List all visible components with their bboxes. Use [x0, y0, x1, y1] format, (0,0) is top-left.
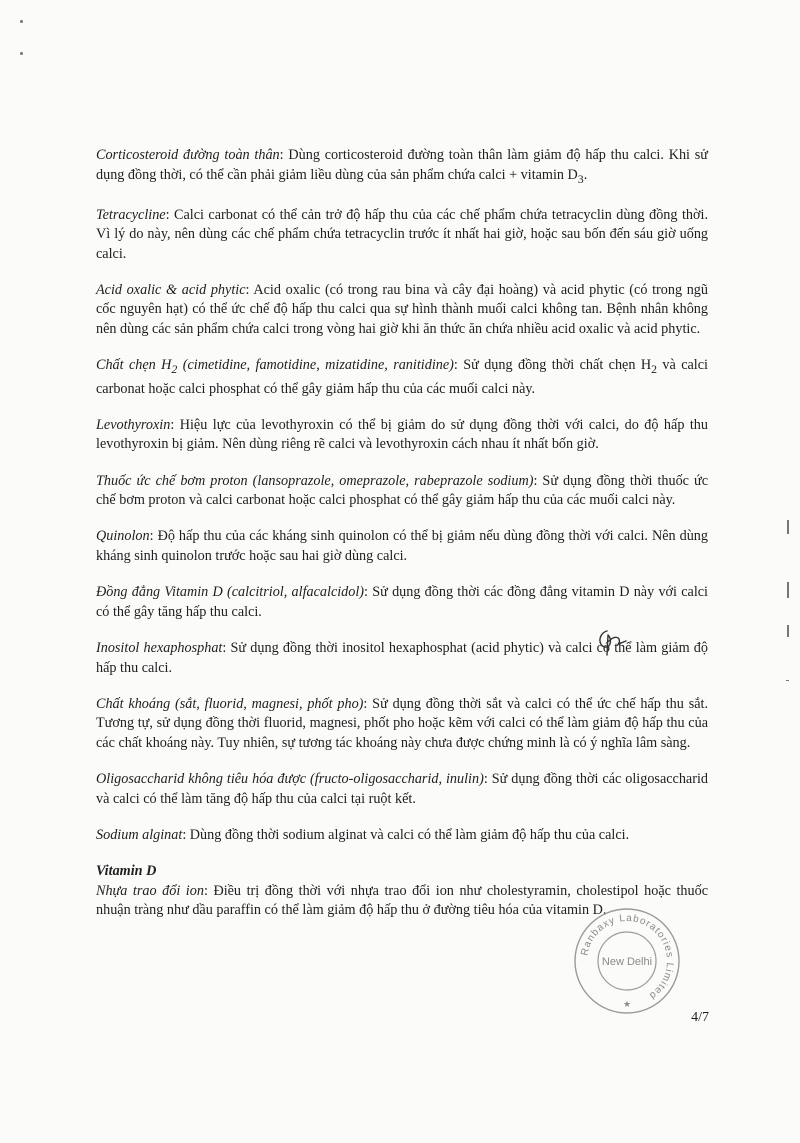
interaction-levothyroxin	[96, 416, 708, 455]
drug-name: Oligosaccharid không tiêu hóa được (fructo-oligosaccharid, inulin)	[96, 771, 484, 788]
drug-name	[96, 357, 454, 377]
stamp-center-text: New Delhi	[601, 956, 653, 968]
interaction-text: : Calci carbonat có thể cản trở độ hấp thu của các chế phẩm chứa tetracyclin dùng đồng thời. Vì lý do này, nên dùng các chế phẩm chứa tetracyclin trước ít nhất hai giờ, hoặc sau bốn đến sáu giờ uống calci.	[96, 206, 708, 262]
interaction-text-tail: .	[583, 166, 588, 183]
interaction-oligosaccharid	[96, 770, 708, 809]
margin-mark	[787, 625, 789, 637]
interaction-text: : Sử dụng đồng thời sắt và calci có thể ức chế hấp thu sắt. Tương tự, sử dụng đồng thời fluorid, magnesi, phốt pho hoặc kẽm với calci có thể làm giảm độ hấp thu của các chất khoáng này. Tuy nhiên, sự tương tác khoáng này chưa được chứng minh là có ý nghĩa lâm sàng.	[96, 695, 708, 751]
interaction-text: : Sử dụng đồng thời thuốc ức chế bơm proton và calci carbonat hoặc calci phosphat có thể gây giảm hấp thu của các muối calci này.	[96, 472, 708, 509]
interaction-text: và calci carbonat hoặc calci phosphat có thể gây giảm hấp thu của các muối calci này.	[96, 357, 708, 397]
margin-mark	[787, 520, 789, 534]
margin-mark	[787, 582, 789, 598]
interaction-text: : Hiệu lực của levothyroxin có thể bị giảm do sử dụng đồng thời với calci, do độ hấp thu levothyroxin bị giảm. Nên dùng riêng rẽ calci và levothyroxin cách nhau ít nhất bốn giờ.	[96, 416, 708, 453]
drug-name: Thuốc ức chế bơm proton (lansoprazole, omeprazole, rabeprazole sodium)	[96, 472, 534, 489]
stamp-star-icon: ★	[622, 999, 632, 1009]
subscript: 2	[171, 362, 178, 377]
drug-name-part: Chất chẹn H	[96, 357, 172, 374]
drug-name: Acid oxalic & acid phytic	[96, 281, 246, 298]
drug-name: Quinolon	[96, 528, 150, 545]
drug-name: Chất khoáng (sắt, fluorid, magnesi, phốt pho)	[96, 695, 364, 712]
interaction-text: : Sử dụng đồng thời chất chẹn H	[453, 357, 652, 374]
interaction-text: : Sử dụng đồng thời các đồng đẳng vitamin D này với calci có thể gây tăng hấp thu calci.	[96, 584, 708, 620]
scan-speck	[20, 52, 23, 55]
vitamin-d-heading: Vitamin D	[96, 863, 157, 880]
interaction-minerals	[96, 695, 708, 754]
interaction-h2-blocker	[96, 356, 708, 399]
drug-name: Levothyroxin	[96, 416, 171, 433]
drug-name: Nhựa trao đổi ion	[96, 882, 204, 899]
drug-name: Đồng đẳng Vitamin D (calcitriol, alfacalcidol)	[96, 584, 365, 601]
interaction-text: : Độ hấp thu của các kháng sinh quinolon có thể bị giảm nếu dùng đồng thời với calci. Nên dùng kháng sinh quinolon trước hoặc sau hai giờ dùng calci.	[96, 528, 708, 564]
margin-mark	[786, 680, 789, 681]
subscript: 2	[651, 362, 658, 377]
interaction-text: : Dùng corticosteroid đường toàn thân làm giảm độ hấp thu calci. Khi sử dụng đồng thời, có thể cần phải giảm liều dùng của sản phẩm chứa calci + vitamin D	[96, 147, 708, 183]
interaction-text: : Sử dụng đồng thời các oligosaccharid và calci có thể làm tăng độ hấp thu của calci tại ruột kết.	[96, 771, 708, 807]
drug-name: Sodium alginat	[96, 826, 183, 843]
interaction-ppi	[96, 472, 708, 511]
interaction-text: : Sử dụng đồng thời inositol hexaphosphat (acid phytic) và calci có thể làm giảm độ hấp thu calci.	[96, 640, 708, 676]
interactions-section	[96, 146, 708, 921]
interaction-text: : Acid oxalic (có trong rau bina và cây đại hoàng) và acid phytic (có trong ngũ cốc nguyên hạt) có thể ức chế độ hấp thu calci qua sự hình thành muối calci không tan. Bệnh nhân không nên dùng các sản phẩm chứa calci trong vòng hai giờ khi ăn thức ăn chứa nhiều acid oxalic và acid phytic.	[96, 281, 708, 337]
interaction-text: : Dùng đồng thời sodium alginat và calci có thể làm giảm độ hấp thu của calci.	[182, 826, 630, 843]
interaction-vitamin-d-analogues	[96, 583, 708, 622]
drug-name: Inositol hexaphosphat	[96, 640, 223, 657]
page-number: 4/7	[691, 1010, 709, 1025]
interaction-quinolon	[96, 527, 708, 566]
drug-name: Tetracycline	[96, 206, 166, 223]
interaction-tetracycline	[96, 206, 708, 265]
scan-speck	[20, 20, 23, 23]
interaction-oxalic-phytic	[96, 281, 708, 340]
interaction-text: : Điều trị đồng thời với nhựa trao đổi ion như cholestyramin, cholestipol hoặc thuốc nhuận tràng như dầu paraffin có thể làm giảm độ hấp thu ở đường tiêu hóa của vitamin D.	[96, 882, 708, 919]
interaction-corticosteroid	[96, 146, 708, 189]
company-stamp	[572, 906, 682, 1016]
stamp-ring-text: Ranbaxy Laboratories Limited	[579, 912, 676, 1002]
drug-name-part: (cimetidine, famotidine, mizatidine, ranitidine)	[177, 357, 454, 374]
drug-name: Corticosteroid đường toàn thân	[96, 147, 280, 163]
handwritten-initials	[593, 625, 629, 659]
interaction-sodium-alginat	[96, 826, 708, 846]
subscript: 3	[577, 171, 584, 186]
